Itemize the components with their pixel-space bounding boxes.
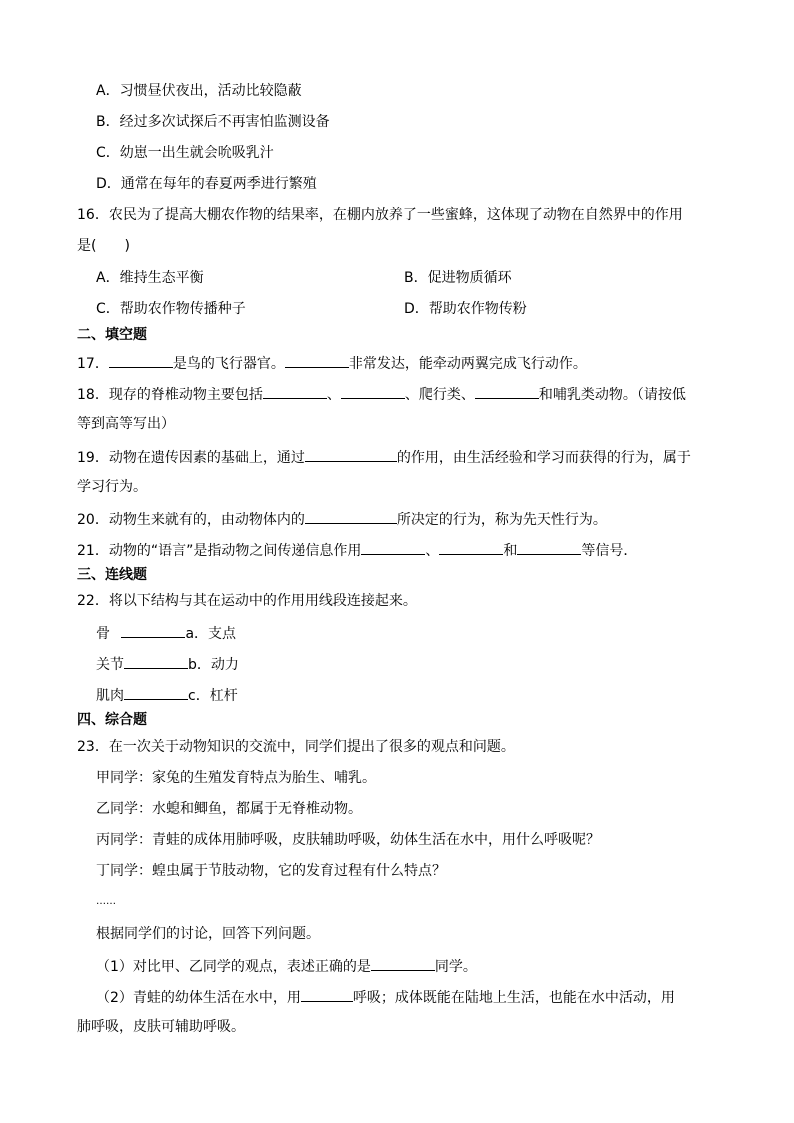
q20-blank[interactable] [305, 508, 397, 524]
q23-part1-pre: （1）对比甲、乙同学的观点，表述正确的是 [96, 959, 371, 975]
q22-right-item: a．支点 [185, 626, 237, 642]
q22-left-item: 骨 [96, 626, 115, 642]
q17 [77, 352, 587, 374]
q15-option-a: A．习惯昼伏夜出，活动比较隐蔽 [96, 83, 302, 99]
q23-ellipsis: …… [96, 896, 116, 907]
q23-part1 [96, 955, 477, 977]
q17-text-2: 非常发达，能牵动两翼完成飞行动作。 [348, 356, 587, 372]
section-title-fill-blank: 二、填空题 [77, 327, 147, 343]
q23-student-jia: 甲同学：家兔的生殖发育特点为胎生、哺乳。 [96, 770, 376, 786]
q23-part2 [96, 986, 675, 1008]
q23-part2-blank[interactable] [301, 986, 353, 1002]
q22-row [96, 653, 239, 675]
q23-student-ding: 丁同学：蝗虫属于节肢动物，它的发育过程有什么特点？ [96, 863, 446, 879]
q22-right-item: c．杠杆 [188, 688, 238, 704]
q23-student-bing: 丙同学：青蛙的成体用肺呼吸，皮肤辅助呼吸，幼体生活在水中，用什么呼吸呢？ [96, 832, 600, 848]
q16-stem: 16．农民为了提高大棚农作物的结果率，在棚内放养了一些蜜蜂，这体现了动物在自然界中的作用 [77, 207, 683, 223]
q21-sep-1: 、 [425, 543, 440, 559]
q16-stem-line2 [77, 236, 130, 256]
q18-sep-1: 、 [326, 387, 341, 403]
q19 [77, 446, 691, 468]
q23-part2-post: 呼吸；成体既能在陆地上生活，也能在水中活动，用 [352, 990, 675, 1006]
q18-blank-1[interactable] [263, 383, 327, 399]
q15-option-b: B．经过多次试探后不再害怕监测设备 [96, 114, 330, 130]
q18-text-1: 18．现存的脊椎动物主要包括 [77, 387, 263, 403]
q23-student-yi: 乙同学：水螅和鲫鱼，都属于无脊椎动物。 [96, 801, 362, 817]
q21-sep-2: 和 [503, 543, 518, 559]
q17-blank-2[interactable] [285, 352, 349, 368]
q23-part2-pre: （2）青蛙的幼体生活在水中，用 [96, 990, 301, 1006]
q22-row [96, 684, 238, 706]
q16-option-b: B．促进物质循环 [404, 270, 512, 286]
q15-option-c: C．幼崽一出生就会吮吸乳汁 [96, 145, 274, 161]
q21 [77, 539, 637, 561]
q18-line2: 等到高等写出） [77, 416, 175, 432]
section-title-matching: 三、连线题 [77, 567, 147, 583]
q16-paren-open: 是( [77, 238, 97, 254]
q16-option-c: C．帮助农作物传播种子 [96, 301, 246, 317]
q19-post: 的作用，由生活经验和学习而获得的行为，属于 [396, 450, 691, 466]
q22-right-item: b．动力 [188, 657, 239, 673]
q16-option-d: D．帮助农作物传粉 [404, 301, 527, 317]
q21-blank-1[interactable] [361, 539, 425, 555]
q22-row [96, 622, 236, 644]
q21-pre: 21．动物的“语言”是指动物之间传递信息作用 [77, 543, 362, 559]
q20-pre: 20．动物生来就有的，由动物体内的 [77, 512, 305, 528]
q16-paren-close: ) [124, 238, 130, 254]
q18-tail: 和哺乳类动物。（请按低 [538, 387, 686, 403]
q18 [77, 383, 686, 405]
q23-prompt: 根据同学们的讨论，回答下列问题。 [96, 926, 320, 942]
q19-blank[interactable] [305, 446, 397, 462]
q23-part1-post: 同学。 [434, 959, 477, 975]
q23-part1-blank[interactable] [371, 955, 435, 971]
q22-connect-line[interactable] [124, 684, 188, 700]
q17-blank-1[interactable] [109, 352, 173, 368]
q16-option-a: A．维持生态平衡 [96, 270, 204, 286]
section-title-comprehensive: 四、综合题 [77, 712, 147, 728]
q22-connect-line[interactable] [121, 622, 185, 638]
q18-sep-2: 、爬行类、 [404, 387, 475, 403]
q21-blank-2[interactable] [439, 539, 503, 555]
q19-line2: 学习行为。 [77, 479, 147, 495]
q20-post: 所决定的行为，称为先天性行为。 [396, 512, 607, 528]
q19-pre: 19．动物在遗传因素的基础上，通过 [77, 450, 305, 466]
q21-post: 等信号． [581, 543, 638, 559]
q22-left-item: 关节 [96, 657, 124, 673]
q22-left-item: 肌肉 [96, 688, 124, 704]
q21-blank-3[interactable] [517, 539, 581, 555]
q23-stem: 23．在一次关于动物知识的交流中，同学们提出了很多的观点和问题。 [77, 739, 515, 755]
q18-blank-2[interactable] [341, 383, 405, 399]
q17-number: 17． [77, 356, 109, 372]
q22-stem: 22．将以下结构与其在运动中的作用用线段连接起来。 [77, 593, 417, 609]
q23-part2-line2: 肺呼吸，皮肤可辅助呼吸。 [77, 1019, 245, 1035]
q15-option-d: D．通常在每年的春夏两季进行繁殖 [96, 176, 317, 192]
q22-connect-line[interactable] [124, 653, 188, 669]
q17-text-1: 是鸟的飞行器官。 [172, 356, 285, 372]
q18-blank-3[interactable] [475, 383, 539, 399]
q20 [77, 508, 607, 530]
